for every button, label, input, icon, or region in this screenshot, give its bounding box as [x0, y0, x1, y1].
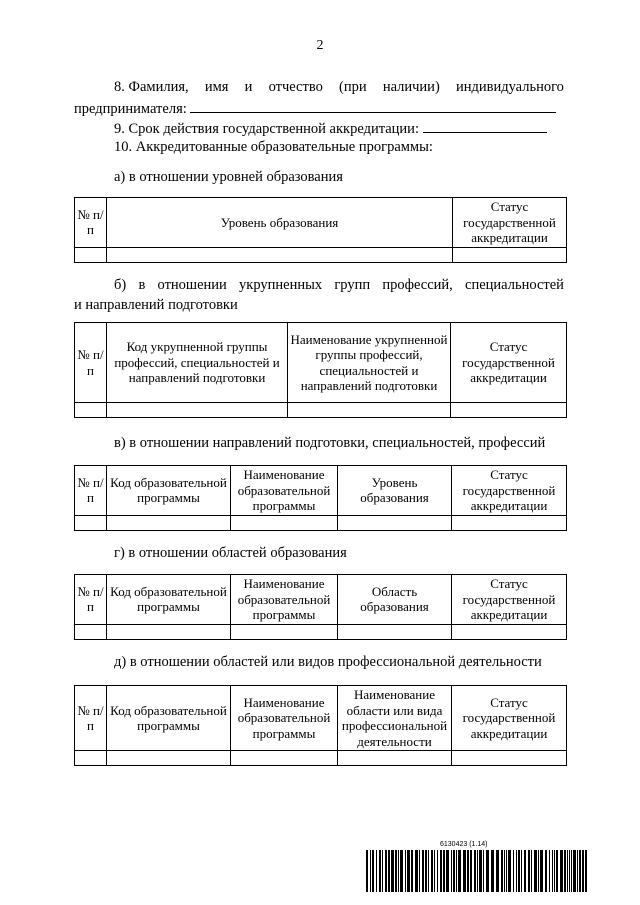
- table-header-row: [75, 575, 567, 625]
- cell: [107, 515, 231, 530]
- accreditation-term-blank: [423, 118, 547, 133]
- table-row: [75, 247, 567, 262]
- header-cell: Код образовательной программы: [107, 575, 231, 625]
- header-cell: Наименование образовательной программы: [231, 686, 338, 751]
- section-a-title: а) в отношении уровней образования: [114, 169, 343, 185]
- word: в: [138, 277, 146, 293]
- item-10-label: 10. Аккредитованные образовательные программы:: [114, 139, 433, 155]
- word: отчество: [268, 79, 323, 95]
- section-b-title-line-1: [74, 275, 564, 295]
- cell: [75, 624, 107, 639]
- table-header-row: [75, 686, 567, 751]
- page-number: 2: [316, 38, 324, 53]
- section-b-title: [74, 275, 564, 315]
- word: индивидуального: [455, 79, 564, 95]
- header-cell: Область образования: [338, 575, 452, 625]
- table-row: [75, 403, 567, 418]
- item-9-line: [114, 118, 547, 138]
- word: отношении: [157, 277, 227, 293]
- table-row: [75, 751, 567, 766]
- word: имя: [204, 79, 229, 95]
- header-cell: Наименование укрупненной группы профессий, специальностей и направлений подготовки: [288, 323, 451, 403]
- header-cell: № п/п: [75, 198, 107, 248]
- barcode-text: 6130423 (1.14): [440, 841, 488, 848]
- cell: [107, 247, 453, 262]
- section-v-table: [74, 465, 567, 531]
- header-cell: Статус государственной аккредитации: [452, 686, 567, 751]
- cell: [107, 751, 231, 766]
- header-cell: Уровень образования: [107, 198, 453, 248]
- cell: [107, 403, 288, 418]
- table-row: [75, 515, 567, 530]
- word: (при: [339, 79, 367, 95]
- cell: [231, 624, 338, 639]
- barcode-icon: [366, 850, 588, 892]
- cell: [75, 403, 107, 418]
- cell: [75, 515, 107, 530]
- word: 8. Фамилия,: [114, 79, 189, 95]
- word: б): [114, 277, 127, 293]
- section-g-table: [74, 574, 567, 640]
- cell: [288, 403, 451, 418]
- cell: [338, 751, 452, 766]
- item-8-line-1: [74, 77, 564, 97]
- item-9-label: 9. Срок действия государственной аккредитации:: [114, 121, 419, 137]
- table-row: [75, 624, 567, 639]
- section-d-title: д) в отношении областей или видов профессиональной деятельности: [114, 654, 542, 670]
- header-cell: Код укрупненной группы профессий, специальностей и направлений подготовки: [107, 323, 288, 403]
- section-v-title: в) в отношении направлений подготовки, специальностей, профессий: [114, 435, 546, 451]
- item-8-line-2: [74, 98, 556, 118]
- header-cell: Статус государственной аккредитации: [453, 198, 567, 248]
- section-a-table: [74, 197, 567, 263]
- cell: [338, 624, 452, 639]
- header-cell: № п/п: [75, 575, 107, 625]
- header-cell: Статус государственной аккредитации: [452, 466, 567, 516]
- cell: [107, 624, 231, 639]
- entrepreneur-name-blank: [190, 98, 556, 113]
- section-b-table: [74, 322, 567, 418]
- header-cell: № п/п: [75, 686, 107, 751]
- table-header-row: [75, 466, 567, 516]
- cell: [75, 751, 107, 766]
- cell: [231, 751, 338, 766]
- section-d-table: [74, 685, 567, 766]
- table-header-row: [75, 323, 567, 403]
- header-cell: № п/п: [75, 466, 107, 516]
- cell: [338, 515, 452, 530]
- section-g-title: г) в отношении областей образования: [114, 545, 347, 561]
- cell: [452, 515, 567, 530]
- cell: [75, 247, 107, 262]
- word: и: [244, 79, 253, 95]
- header-cell: Наименование образовательной программы: [231, 575, 338, 625]
- cell: [231, 515, 338, 530]
- table-header-row: [75, 198, 567, 248]
- cell: [452, 751, 567, 766]
- word: групп: [334, 277, 371, 293]
- header-cell: Уровень образования: [338, 466, 452, 516]
- header-cell: Статус государственной аккредитации: [451, 323, 567, 403]
- cell: [452, 624, 567, 639]
- cell: [451, 403, 567, 418]
- word: профессий,: [382, 277, 453, 293]
- word: наличии): [382, 79, 440, 95]
- item-8-label: предпринимателя:: [74, 101, 187, 117]
- section-b-title-line-2: и направлений подготовки: [74, 297, 238, 313]
- header-cell: Код образовательной программы: [107, 466, 231, 516]
- cell: [453, 247, 567, 262]
- header-cell: № п/п: [75, 323, 107, 403]
- header-cell: Код образовательной программы: [107, 686, 231, 751]
- header-cell: Наименование образовательной программы: [231, 466, 338, 516]
- header-cell: Наименование области или вида профессиональной деятельности: [338, 686, 452, 751]
- item-8-text: [74, 77, 564, 97]
- word: специальностей: [465, 277, 564, 293]
- header-cell: Статус государственной аккредитации: [452, 575, 567, 625]
- word: укрупненных: [239, 277, 323, 293]
